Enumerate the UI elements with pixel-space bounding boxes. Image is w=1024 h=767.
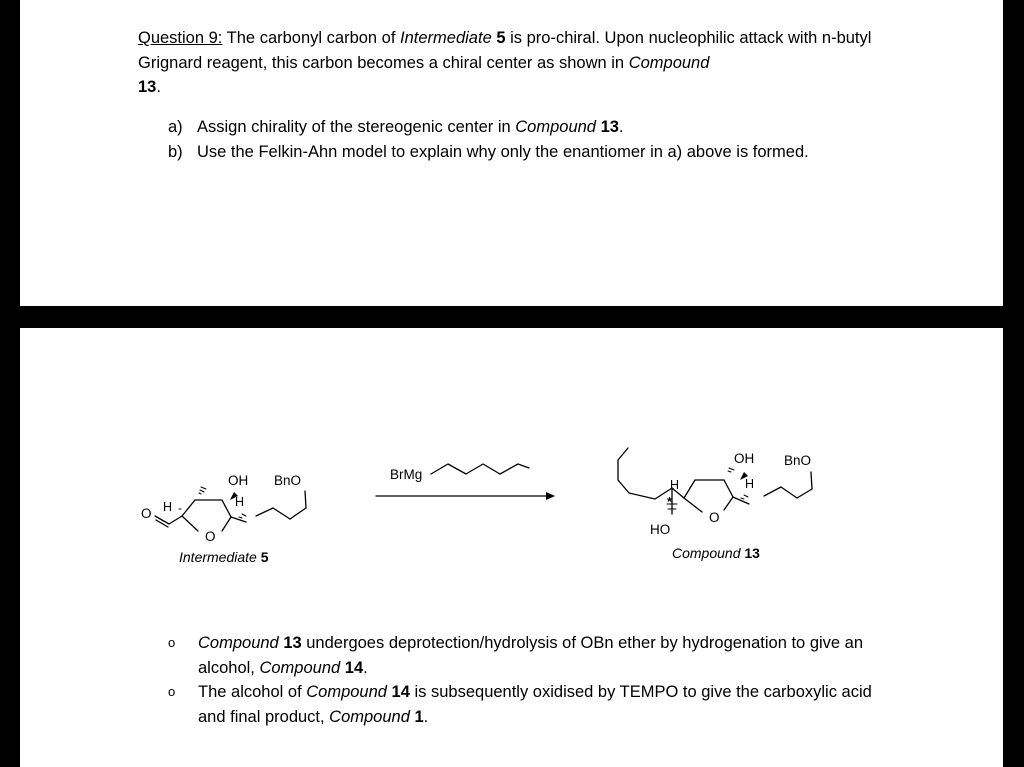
arrow-head bbox=[546, 492, 555, 500]
question-paragraph bbox=[138, 26, 898, 100]
bullet-end: . bbox=[363, 658, 368, 677]
compound-ref: Compound bbox=[306, 683, 387, 701]
atom-label: H bbox=[670, 478, 680, 492]
sub-question-list bbox=[168, 115, 928, 164]
atom-label: O bbox=[141, 506, 152, 521]
sub-question-text: Use the Felkin-Ahn model to explain why only the enantiomer in a) above is formed. bbox=[197, 142, 809, 161]
document-page-top bbox=[20, 0, 1003, 306]
question-label: Question 9: bbox=[138, 29, 223, 47]
intermediate-num: 5 bbox=[491, 29, 506, 47]
atom-label: OH bbox=[228, 473, 249, 488]
sub-question-marker: a) bbox=[168, 118, 183, 136]
sub-question-marker: b) bbox=[168, 142, 183, 161]
caption-name: Compound bbox=[672, 545, 741, 561]
compound-num: 13 bbox=[595, 118, 619, 136]
compound-num: 13 bbox=[278, 634, 302, 652]
compound-ref: Compound bbox=[515, 118, 596, 136]
compound-num: 1 bbox=[409, 707, 424, 726]
compound-num: 13 bbox=[138, 78, 157, 96]
atom-label: BnO bbox=[274, 473, 302, 488]
compound-ref: Compound bbox=[329, 707, 410, 726]
bullet-text: undergoes deprotection/hydrolysis of OBn ether by hydrogenation to give an alcohol, bbox=[198, 634, 864, 677]
sub-question-a bbox=[168, 115, 928, 140]
compound-ref: Compound bbox=[259, 658, 341, 677]
stereocenter-star: * bbox=[667, 494, 673, 509]
atom-label: BnO bbox=[784, 453, 812, 468]
caption-num: 5 bbox=[260, 549, 269, 565]
sub-question-text: Assign chirality of the stereogenic center in bbox=[197, 118, 516, 136]
atom-label: O bbox=[205, 529, 216, 544]
bullet-item bbox=[168, 680, 888, 729]
sub-question-end: . bbox=[618, 118, 624, 136]
bullet-marker: o bbox=[168, 684, 176, 699]
compound-num: 14 bbox=[340, 658, 364, 677]
question-text-1: The carbonyl carbon of bbox=[222, 29, 401, 47]
compound-ref: Compound bbox=[198, 634, 279, 652]
bullet-end: . bbox=[423, 707, 429, 726]
bullet-marker: o bbox=[168, 635, 176, 650]
atom-label: H bbox=[163, 500, 173, 514]
atom-label: OH bbox=[734, 451, 755, 466]
atom-label: O bbox=[709, 510, 720, 525]
atom-label: H bbox=[745, 477, 755, 491]
atom-label: HO bbox=[650, 522, 671, 537]
caption-num: 13 bbox=[744, 545, 760, 561]
intermediate-caption bbox=[179, 549, 269, 565]
compound-caption bbox=[672, 545, 760, 561]
bullet-item bbox=[168, 631, 888, 680]
question-period: . bbox=[156, 78, 161, 96]
sub-question-b bbox=[168, 140, 928, 165]
compound-13-structure bbox=[618, 448, 812, 514]
atom-label: H bbox=[235, 495, 245, 509]
question-text-2: is pro-chiral. Upon nucleophilic attack with n-butyl Grignard reagent, this carbon becomes a chiral center as shown in bbox=[138, 29, 872, 72]
bullet-list bbox=[168, 631, 888, 729]
compound-ref: Compound bbox=[628, 53, 710, 72]
reagent-label: BrMg bbox=[390, 467, 423, 482]
document-page-bottom bbox=[20, 328, 1003, 767]
compound-num: 14 bbox=[386, 683, 410, 701]
intermediate-5-structure bbox=[155, 491, 306, 531]
intermediate-ref: Intermediate bbox=[400, 29, 492, 47]
bullet-text: is subsequently oxidised by TEMPO to give the carboxylic acid and final product, bbox=[198, 683, 872, 726]
bullet-text: The alcohol of bbox=[198, 683, 307, 701]
caption-name: Intermediate bbox=[179, 549, 257, 565]
